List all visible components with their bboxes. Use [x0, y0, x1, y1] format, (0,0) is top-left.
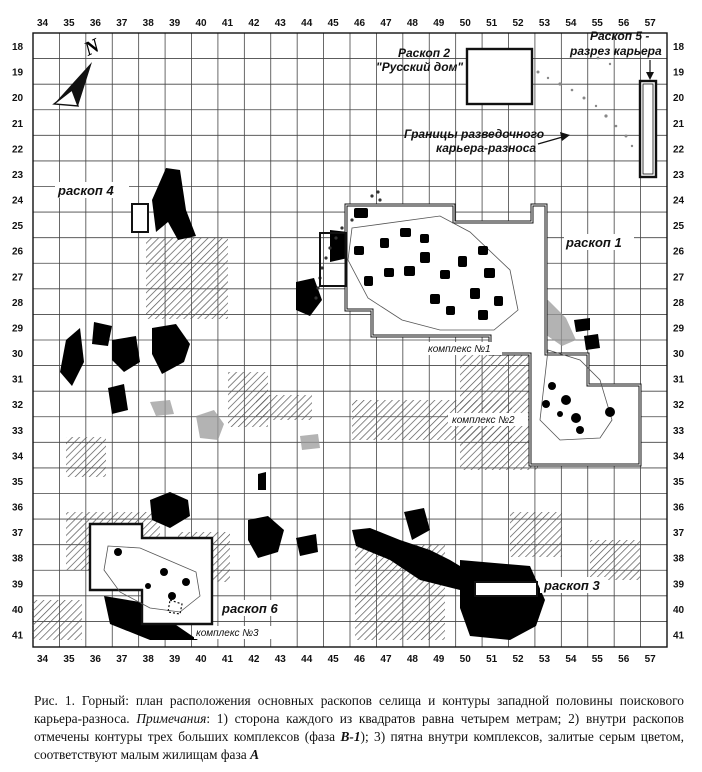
col-label-bottom: 57	[644, 654, 656, 665]
excavation-6-label: раскоп 6	[222, 601, 278, 616]
boundary-label-1: Границы разведочного	[404, 127, 545, 141]
row-label-left: 30	[12, 349, 24, 360]
col-label-top: 57	[644, 18, 656, 29]
col-label-top: 56	[618, 18, 630, 29]
row-label-left: 27	[12, 272, 24, 284]
col-label-top: 39	[169, 18, 181, 29]
col-label-bottom: 41	[221, 654, 234, 665]
col-label-top: 45	[327, 18, 339, 29]
col-label-bottom: 54	[565, 654, 577, 665]
row-label-right: 37	[673, 528, 685, 540]
row-label-left: 33	[12, 425, 24, 437]
col-label-top: 41	[221, 18, 234, 29]
col-label-top: 43	[274, 18, 286, 29]
col-label-top: 48	[406, 18, 418, 29]
col-label-bottom: 55	[591, 654, 603, 665]
row-label-left: 32	[12, 400, 24, 412]
row-label-right: 29	[673, 323, 685, 335]
row-label-right: 40	[673, 604, 685, 616]
col-label-top: 50	[459, 18, 471, 29]
col-label-bottom: 56	[618, 654, 630, 665]
row-label-left: 39	[12, 579, 24, 591]
col-label-bottom: 38	[142, 654, 154, 665]
col-label-bottom: 39	[169, 654, 181, 665]
row-label-left: 40	[12, 604, 24, 616]
caption-note-1: : 1) сторона каждого из квадратов равна четырем метрам; 2) внутри раскопов отмечены контуры трех больших комплексов (фаза	[34, 711, 684, 744]
excavation-5-box	[640, 81, 656, 177]
row-label-right: 20	[673, 93, 685, 105]
row-label-left: 26	[12, 246, 24, 258]
excavation-3-box	[475, 582, 537, 596]
col-label-top: 34	[37, 18, 49, 29]
row-label-right: 24	[673, 195, 685, 207]
col-label-bottom: 51	[486, 654, 498, 665]
caption-phase-b1: В-1	[340, 729, 361, 744]
col-label-top: 47	[380, 18, 392, 29]
col-label-top: 49	[433, 18, 445, 29]
col-label-bottom: 45	[327, 654, 339, 665]
row-label-right: 41	[673, 630, 685, 642]
col-label-top: 44	[301, 18, 313, 29]
excavation-2-box	[467, 49, 532, 104]
boundary-label-2: карьера-разноса	[436, 141, 537, 155]
complex-2-label: комплекс №2	[452, 415, 515, 426]
col-label-bottom: 50	[459, 654, 471, 665]
col-label-bottom: 35	[63, 654, 75, 665]
excavation-4-label: раскоп 4	[58, 183, 114, 198]
row-label-left: 36	[12, 502, 24, 514]
row-label-left: 23	[12, 169, 24, 181]
caption-note-3: ); 3) пятна внутри комплексов, залитые серым цветом, соответствуют малым жилищам фаза	[34, 729, 684, 762]
excavation-5-label: Раскоп 5 -	[590, 29, 650, 43]
row-label-right: 28	[673, 297, 685, 309]
row-label-right: 30	[673, 349, 685, 360]
row-label-right: 21	[673, 118, 685, 130]
row-label-right: 38	[673, 553, 685, 565]
caption-main: Рис. 1. Горный: план расположения основных раскопов селища и контуры западной половины поискового карьера-разноса.	[34, 693, 684, 726]
row-label-right: 31	[673, 374, 685, 386]
col-label-bottom: 49	[433, 654, 445, 665]
row-label-left: 21	[12, 118, 24, 130]
row-label-left: 31	[12, 374, 24, 386]
col-label-top: 36	[89, 18, 101, 29]
row-label-left: 29	[12, 323, 24, 335]
row-label-right: 27	[673, 272, 685, 284]
col-label-bottom: 52	[512, 654, 524, 665]
excavation-4-box	[132, 204, 148, 232]
col-label-bottom: 42	[248, 654, 260, 665]
row-label-left: 24	[12, 195, 24, 207]
col-label-bottom: 43	[274, 654, 286, 665]
row-label-right: 23	[673, 169, 685, 181]
col-label-bottom: 40	[195, 654, 207, 665]
row-label-left: 22	[12, 144, 24, 156]
row-label-right: 39	[673, 579, 685, 591]
col-label-bottom: 34	[37, 654, 49, 665]
quarry-section-label: разрез карьера	[570, 44, 662, 58]
row-label-right: 26	[673, 246, 685, 258]
row-label-left: 35	[12, 476, 24, 488]
row-label-left: 25	[12, 221, 24, 233]
excavation-2-label: Раскоп 2	[398, 46, 451, 60]
caption-notes-label: Примечания	[136, 711, 207, 726]
col-label-top: 42	[248, 18, 260, 29]
row-label-right: 18	[673, 42, 685, 53]
col-label-bottom: 36	[89, 654, 101, 665]
col-label-top: 55	[591, 18, 603, 29]
quarry-boundary-trail	[537, 57, 634, 148]
complex-1-label: комплекс №1	[428, 344, 491, 355]
col-label-top: 51	[486, 18, 498, 29]
russian-house-label: "Русский дом"	[376, 60, 464, 74]
col-label-bottom: 46	[354, 654, 366, 665]
row-label-left: 18	[12, 42, 24, 53]
col-label-top: 38	[142, 18, 154, 29]
col-label-top: 46	[354, 18, 366, 29]
north-label: N	[80, 34, 104, 61]
row-label-right: 32	[673, 400, 685, 412]
col-label-top: 54	[565, 18, 577, 29]
row-label-right: 34	[673, 451, 685, 463]
col-label-bottom: 44	[301, 654, 313, 665]
caption-phase-a: А	[250, 747, 260, 762]
row-label-left: 20	[12, 93, 24, 105]
row-label-left: 38	[12, 553, 24, 565]
row-label-right: 36	[673, 502, 685, 514]
row-label-left: 34	[12, 451, 24, 463]
col-label-top: 53	[538, 18, 551, 29]
row-label-left: 41	[12, 630, 24, 642]
row-label-right: 35	[673, 476, 685, 488]
col-label-top: 52	[512, 18, 524, 29]
col-label-bottom: 48	[406, 654, 418, 665]
figure-caption	[34, 692, 684, 764]
row-label-right: 22	[673, 144, 685, 156]
col-label-bottom: 37	[116, 654, 128, 665]
row-label-left: 28	[12, 297, 24, 309]
col-label-top: 37	[116, 18, 128, 29]
col-label-top: 40	[195, 18, 207, 29]
excavation-1-label: раскоп 1	[566, 235, 622, 250]
row-label-right: 25	[673, 221, 685, 233]
complex-3-label: комплекс №3	[196, 628, 259, 639]
col-label-bottom: 53	[538, 654, 551, 665]
north-arrow	[54, 34, 105, 106]
excavation-3-label: раскоп 3	[544, 578, 600, 593]
row-label-right: 19	[673, 67, 685, 79]
col-label-top: 35	[63, 18, 75, 29]
col-label-bottom: 47	[380, 654, 392, 665]
row-label-left: 37	[12, 528, 24, 540]
row-label-right: 33	[673, 425, 685, 437]
row-label-left: 19	[12, 67, 24, 79]
